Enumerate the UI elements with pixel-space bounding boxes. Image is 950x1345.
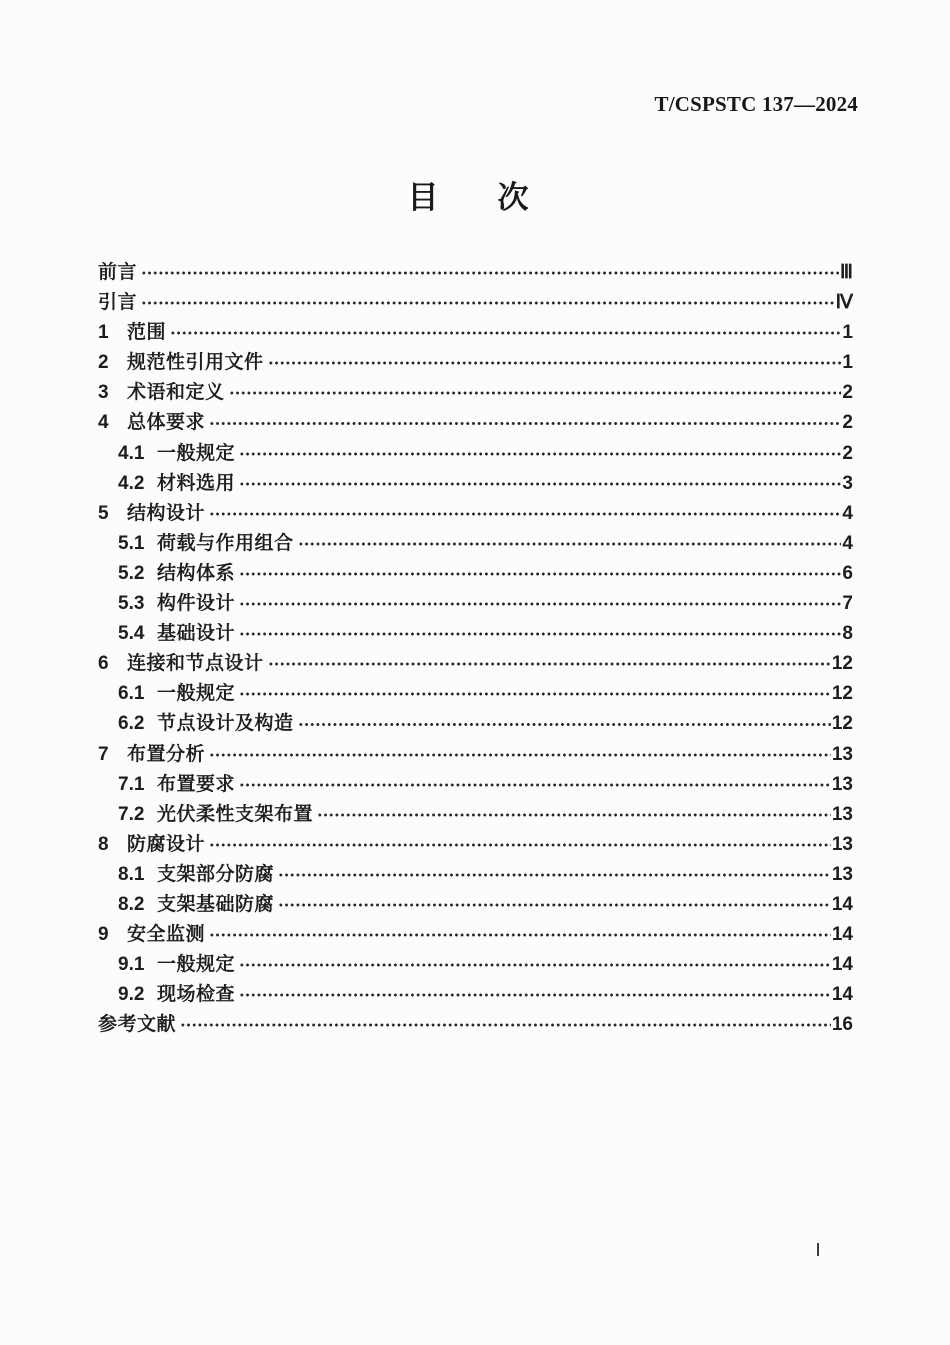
- document-code: T/CSPSTC 137—2024: [654, 92, 858, 116]
- toc-entry-label: 安全监测: [127, 924, 206, 946]
- toc-entry: [98, 920, 853, 950]
- dot-leader: [239, 439, 841, 469]
- toc-entry: [98, 800, 853, 830]
- dot-leader: [239, 469, 841, 499]
- toc-entry-label: 一般规定: [157, 683, 236, 705]
- toc-entry-page: 12: [831, 653, 853, 675]
- toc-entry: [98, 529, 853, 559]
- toc-entry-label: 现场检查: [157, 984, 236, 1006]
- toc-entry-label: 布置要求: [157, 773, 236, 795]
- dot-leader: [239, 589, 841, 619]
- toc-entry: [98, 1010, 853, 1040]
- toc-entry: [98, 559, 853, 589]
- toc-entry-label: 结构设计: [127, 502, 206, 524]
- toc-entry-page: 6: [842, 562, 853, 584]
- toc-entry-label: 防腐设计: [127, 833, 206, 855]
- toc-entry-label: 范围: [127, 322, 167, 344]
- toc-entry: [98, 740, 853, 770]
- toc-entry-label: 前言: [98, 262, 138, 283]
- dot-leader: [298, 529, 842, 559]
- dot-leader: [298, 709, 831, 739]
- toc-entry-page: Ⅳ: [835, 292, 853, 314]
- toc-entry: [98, 890, 853, 920]
- toc-entry-number: 5.1: [118, 532, 145, 554]
- toc-entry-page: 14: [831, 924, 853, 946]
- toc-entry: [98, 649, 853, 679]
- toc-entry-number: 5.2: [118, 562, 145, 584]
- dot-leader: [209, 740, 831, 770]
- toc-entry: [98, 408, 853, 438]
- toc-entry-number: 4.1: [118, 442, 145, 464]
- toc-entry-page: 1: [842, 352, 853, 374]
- toc-entry-label: 节点设计及构造: [157, 713, 294, 735]
- page-title: 目 次: [407, 180, 543, 215]
- toc-entry: [98, 830, 853, 860]
- toc-entry-page: 12: [831, 683, 853, 705]
- toc-entry-label: 布置分析: [127, 743, 206, 765]
- toc-entry-label: 基础设计: [157, 623, 236, 645]
- dot-leader: [317, 800, 831, 830]
- dot-leader: [141, 258, 839, 288]
- toc-entry-number: 5: [98, 502, 109, 524]
- toc-entry-label: 术语和定义: [127, 382, 225, 404]
- toc-entry-page: 14: [831, 984, 853, 1006]
- toc-entry-page: 13: [831, 743, 853, 765]
- toc-entry-label: 总体要求: [127, 412, 206, 434]
- toc-entry-label: 参考文献: [98, 1014, 177, 1036]
- dot-leader: [209, 830, 831, 860]
- toc-entry-label: 一般规定: [157, 954, 236, 976]
- toc-list: [98, 258, 853, 1040]
- toc-entry-label: 一般规定: [157, 442, 236, 464]
- toc-entry-number: 7.2: [118, 803, 145, 825]
- toc-entry-page: 8: [842, 623, 853, 645]
- toc-entry-page: 7: [842, 593, 853, 615]
- toc-entry: [98, 709, 853, 739]
- toc-entry-page: 13: [831, 803, 853, 825]
- dot-leader: [209, 920, 831, 950]
- toc-entry-page: 2: [842, 442, 853, 464]
- dot-leader: [239, 679, 831, 709]
- toc-entry-number: 3: [98, 382, 109, 404]
- dot-leader: [239, 980, 831, 1010]
- toc-entry: [98, 770, 853, 800]
- toc-entry-number: 2: [98, 352, 109, 374]
- toc-entry: [98, 318, 853, 348]
- toc-entry: [98, 288, 853, 318]
- toc-entry-number: 5.3: [118, 593, 145, 615]
- toc-entry-page: 3: [842, 472, 853, 494]
- dot-leader: [239, 559, 841, 589]
- toc-entry-number: 6.1: [118, 683, 145, 705]
- dot-leader: [229, 378, 842, 408]
- toc-entry: [98, 619, 853, 649]
- toc-entry-number: 9.2: [118, 984, 145, 1006]
- toc-entry-page: 2: [842, 412, 853, 434]
- toc-entry: [98, 439, 853, 469]
- toc-entry: [98, 679, 853, 709]
- dot-leader: [180, 1010, 831, 1040]
- toc-entry-page: 12: [831, 713, 853, 735]
- toc-entry-number: 4: [98, 412, 109, 434]
- dot-leader: [239, 770, 831, 800]
- toc-entry-number: 6.2: [118, 713, 145, 735]
- toc-entry: [98, 950, 853, 980]
- toc-entry-number: 4.2: [118, 472, 145, 494]
- toc-entry: [98, 499, 853, 529]
- toc-entry: [98, 258, 853, 288]
- dot-leader: [278, 890, 831, 920]
- dot-leader: [239, 619, 841, 649]
- dot-leader: [268, 649, 831, 679]
- toc-entry-number: 8.1: [118, 863, 145, 885]
- dot-leader: [239, 950, 831, 980]
- toc-entry-page: Ⅲ: [839, 262, 853, 283]
- toc-entry-number: 1: [98, 322, 109, 344]
- toc-entry-label: 结构体系: [157, 562, 236, 584]
- toc-entry-label: 支架基础防腐: [157, 893, 275, 915]
- toc-entry-page: 13: [831, 833, 853, 855]
- toc-entry-label: 支架部分防腐: [157, 863, 275, 885]
- toc-entry-page: 1: [842, 322, 853, 344]
- toc-entry-label: 规范性引用文件: [127, 352, 264, 374]
- toc-entry: [98, 980, 853, 1010]
- dot-leader: [170, 318, 841, 348]
- toc-entry-number: 8: [98, 833, 109, 855]
- toc-entry-page: 13: [831, 773, 853, 795]
- toc-entry: [98, 589, 853, 619]
- toc-entry-number: 9: [98, 924, 109, 946]
- toc-entry-label: 构件设计: [157, 593, 236, 615]
- footer-page-number: Ⅰ: [815, 1240, 821, 1260]
- toc-entry-number: 7: [98, 743, 109, 765]
- toc-entry: [98, 348, 853, 378]
- dot-leader: [209, 499, 841, 529]
- toc-entry-label: 荷载与作用组合: [157, 532, 294, 554]
- toc-entry-number: 8.2: [118, 893, 145, 915]
- toc-entry-number: 5.4: [118, 623, 145, 645]
- toc-entry-label: 材料选用: [157, 472, 236, 494]
- toc-entry: [98, 860, 853, 890]
- toc-entry-page: 4: [842, 502, 853, 524]
- dot-leader: [141, 288, 834, 318]
- toc-entry-page: 16: [831, 1014, 853, 1036]
- toc-entry: [98, 378, 853, 408]
- toc-entry-number: 9.1: [118, 954, 145, 976]
- toc-entry-number: 6: [98, 653, 109, 675]
- toc-entry-page: 13: [831, 863, 853, 885]
- dot-leader: [209, 408, 841, 438]
- toc-entry: [98, 469, 853, 499]
- toc-entry-page: 4: [842, 532, 853, 554]
- toc-entry-label: 连接和节点设计: [127, 653, 264, 675]
- toc-entry-number: 7.1: [118, 773, 145, 795]
- toc-entry-label: 光伏柔性支架布置: [157, 803, 314, 825]
- dot-leader: [268, 348, 842, 378]
- dot-leader: [278, 860, 831, 890]
- toc-entry-label: 引言: [98, 292, 138, 314]
- toc-entry-page: 14: [831, 893, 853, 915]
- toc-entry-page: 2: [842, 382, 853, 404]
- toc-entry-page: 14: [831, 954, 853, 976]
